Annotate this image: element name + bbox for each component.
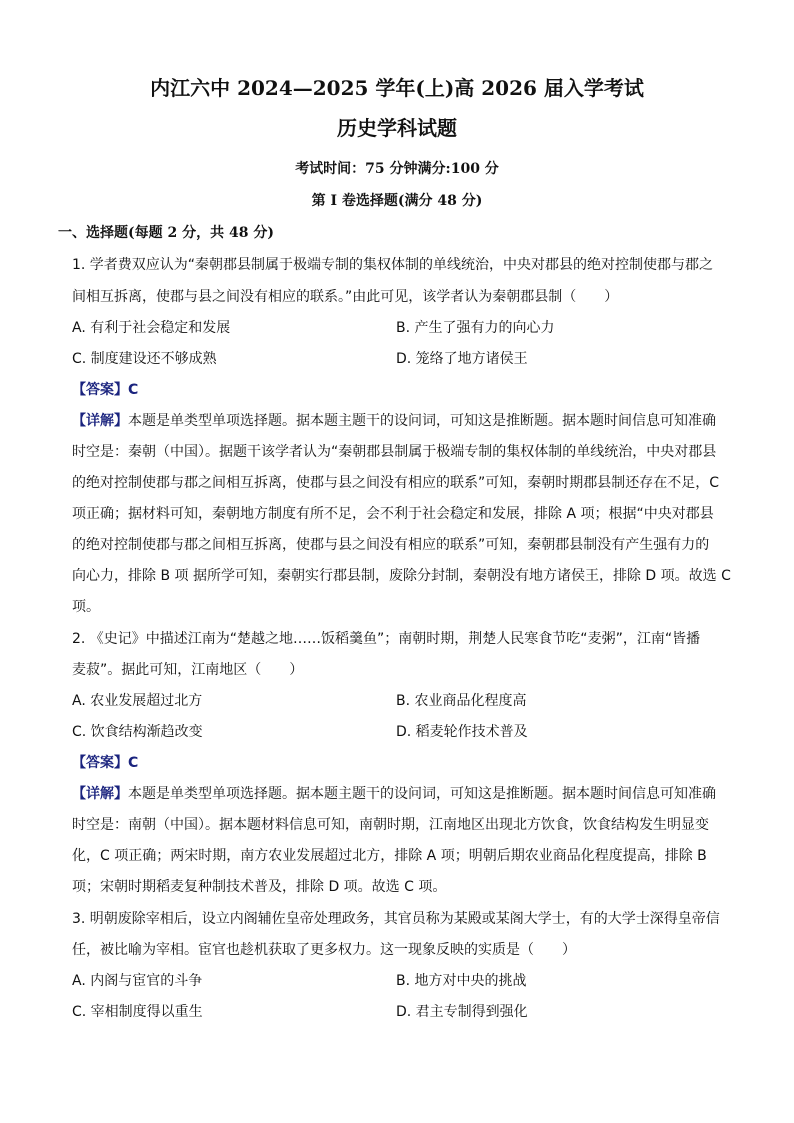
q3-stem-line1: 3. 明朝废除宰相后，设立内阁辅佐皇帝处理政务，其官员称为某殿或某阁大学士，有的大学士深得皇帝信 [72,911,720,927]
q2-answer [72,752,138,772]
q1-detail-line2: 时空是：秦朝（中国）。据题干该学者认为“秦朝郡县制属于极端专制的集权体制的单线统治，中央对郡县 [72,444,717,460]
q1-detail-line3: 的绝对控制使郡与郡之间相互拆离，使郡与县之间没有相应的联系”可知，秦朝时期郡县制还存在不足，C [72,475,720,491]
q2-option-d: D. 稻麦轮作技术普及 [396,724,528,740]
part-title: 第 I 卷选择题(满分 48 分) [311,193,483,209]
q1-detail-line7: 项。 [72,599,100,615]
q3-option-a: A. 内阁与宦官的斗争 [72,973,203,989]
exam-info: 考试时间：75 分钟满分:100 分 [295,161,499,177]
q2-option-b: B. 农业商品化程度高 [396,693,527,709]
q2-option-c: C. 饮食结构渐趋改变 [72,724,203,740]
q2-detail-tag: 【详解】 [72,786,128,802]
q2-detail-line2: 时空是：南朝（中国）。据本题材料信息可知，南朝时期，江南地区出现北方饮食，饮食结构发生明显变 [72,817,709,833]
q1-answer-value: C [128,382,139,398]
q1-detail-line1: 【详解】本题是单类型单项选择题。据本题主题干的设问词，可知这是推断题。据本题时间信息可知准确 [72,413,716,429]
q1-answer [72,379,138,399]
q1-detail-line6: 向心力，排除 B 项 据所学可知，秦朝实行郡县制，废除分封制，秦朝没有地方诸侯王，排除 D 项。故选 C [72,568,731,584]
q2-detail-line1: 【详解】本题是单类型单项选择题。据本题主题干的设问词，可知这是推断题。据本题时间信息可知准确 [72,786,716,802]
q2-stem-line2: 麦菽”。据此可知，江南地区（ ） [72,662,304,678]
q1-option-a: A. 有利于社会稳定和发展 [72,320,231,336]
exam-title: 内江六中 2024—2025 学年(上)高 2026 届入学考试 [150,76,644,100]
q2-option-a: A. 农业发展超过北方 [72,693,203,709]
q2-answer-tag: 【答案】 [72,755,128,771]
q1-option-b: B. 产生了强有力的向心力 [396,320,555,336]
q1-option-c: C. 制度建设还不够成熟 [72,351,217,367]
q3-option-b: B. 地方对中央的挑战 [396,973,527,989]
q3-option-c: C. 宰相制度得以重生 [72,1004,203,1020]
q1-option-d: D. 笼络了地方诸侯王 [396,351,528,367]
subject-title: 历史学科试题 [337,116,457,140]
q1-stem-line2: 间相互拆离，使郡与县之间没有相应的联系。”由此可见，该学者认为秦朝郡县制（ ） [72,289,619,305]
q2-answer-value: C [128,755,139,771]
q1-detail-line5: 的绝对控制使郡与郡之间相互拆离，使郡与县之间没有相应的联系”可知，秦朝郡县制没有产生强有力的 [72,537,710,553]
q1-stem-line1: 1. 学者费双应认为“秦朝郡县制属于极端专制的集权体制的单线统治，中央对郡县的绝对控制使郡与郡之 [72,257,714,273]
q3-stem-line2: 任，被比喻为宰相。宦官也趁机获取了更多权力。这一现象反映的实质是（ ） [72,942,576,958]
q1-detail-tag: 【详解】 [72,413,128,429]
q1-answer-tag: 【答案】 [72,382,128,398]
q2-detail-line3: 化，C 项正确；两宋时期，南方农业发展超过北方，排除 A 项；明朝后期农业商品化程度提高，排除 B [72,848,707,864]
q3-option-d: D. 君主专制得到强化 [396,1004,528,1020]
section-heading: 一、选择题(每题 2 分，共 48 分) [58,225,274,241]
q2-stem-line1: 2. 《史记》中描述江南为“楚越之地……饭稻羹鱼”；南朝时期，荆楚人民寒食节吃“麦粥”，江南“皆播 [72,631,701,647]
q2-detail-line4: 项；宋朝时期稻麦复种制技术普及，排除 D 项。故选 C 项。 [72,879,447,895]
q1-detail-line4: 项正确；据材料可知，秦朝地方制度有所不足，会不利于社会稳定和发展，排除 A 项；根据“中央对郡县 [72,506,714,522]
